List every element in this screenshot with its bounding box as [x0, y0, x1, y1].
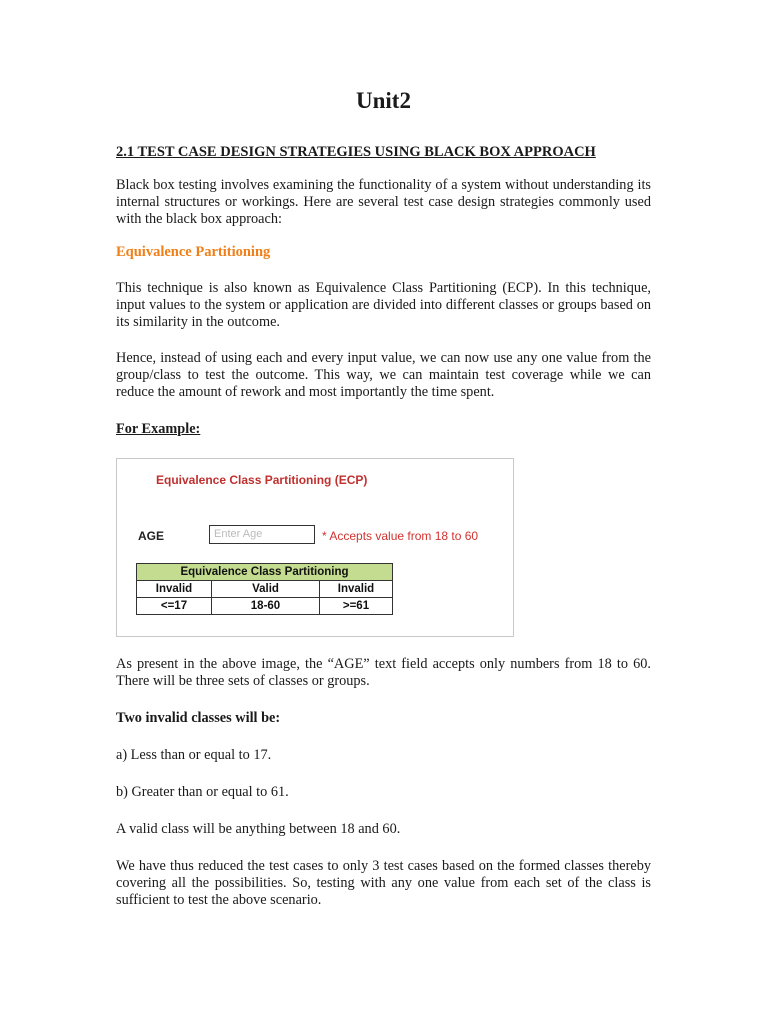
for-example-label: For Example:	[116, 421, 201, 437]
invalid-classes-heading: Two invalid classes will be:	[116, 710, 281, 726]
value-invalid-low: <=17	[137, 598, 212, 615]
ecp-figure	[116, 458, 514, 637]
equivalence-partitioning-heading: Equivalence Partitioning	[116, 244, 271, 260]
ecp-paragraph: This technique is also known as Equivalence Class Partitioning (ECP). In this technique, input values to the system or application are divided into different classes or groups based on its similarity in the outcome.	[116, 280, 651, 330]
page-title: Unit2	[356, 88, 411, 113]
conclusion-paragraph: We have thus reduced the test cases to only 3 test cases based on the formed classes thereby covering all the possibilities. So, testing with any one value from each set of the class is sufficient to test the above scenario.	[116, 858, 651, 908]
age-field-paragraph: As present in the above image, the “AGE” text field accepts only numbers from 18 to 60. There will be three sets of classes or groups.	[116, 656, 651, 689]
age-note: * Accepts value from 18 to 60	[322, 529, 479, 543]
list-item-a: a) Less than or equal to 17.	[116, 747, 272, 763]
ecp-table-header: Equivalence Class Partitioning	[137, 564, 393, 581]
column-header-valid: Valid	[212, 581, 320, 598]
value-invalid-high: >=61	[320, 598, 393, 615]
age-input[interactable]: Enter Age	[209, 525, 315, 544]
valid-class-line: A valid class will be anything between 18 and 60.	[116, 821, 401, 837]
group-class-paragraph: Hence, instead of using each and every input value, we can now use any one value from the group/class to test the outcome. This way, we can maintain test coverage while we can reduce the amount of rework and most importantly the time spent.	[116, 350, 651, 400]
figure-title: Equivalence Class Partitioning (ECP)	[156, 473, 368, 487]
list-item-b: b) Greater than or equal to 61.	[116, 784, 289, 800]
section-heading: 2.1 TEST CASE DESIGN STRATEGIES USING BLACK BOX APPROACH	[116, 144, 596, 160]
value-valid: 18-60	[212, 598, 320, 615]
intro-paragraph: Black box testing involves examining the functionality of a system without understanding its internal structures or workings. Here are several test case design strategies commonly used with the black box approach:	[116, 177, 651, 227]
age-label: AGE	[138, 529, 165, 543]
ecp-table	[136, 563, 393, 615]
column-header-invalid-low: Invalid	[137, 581, 212, 598]
column-header-invalid-high: Invalid	[320, 581, 393, 598]
